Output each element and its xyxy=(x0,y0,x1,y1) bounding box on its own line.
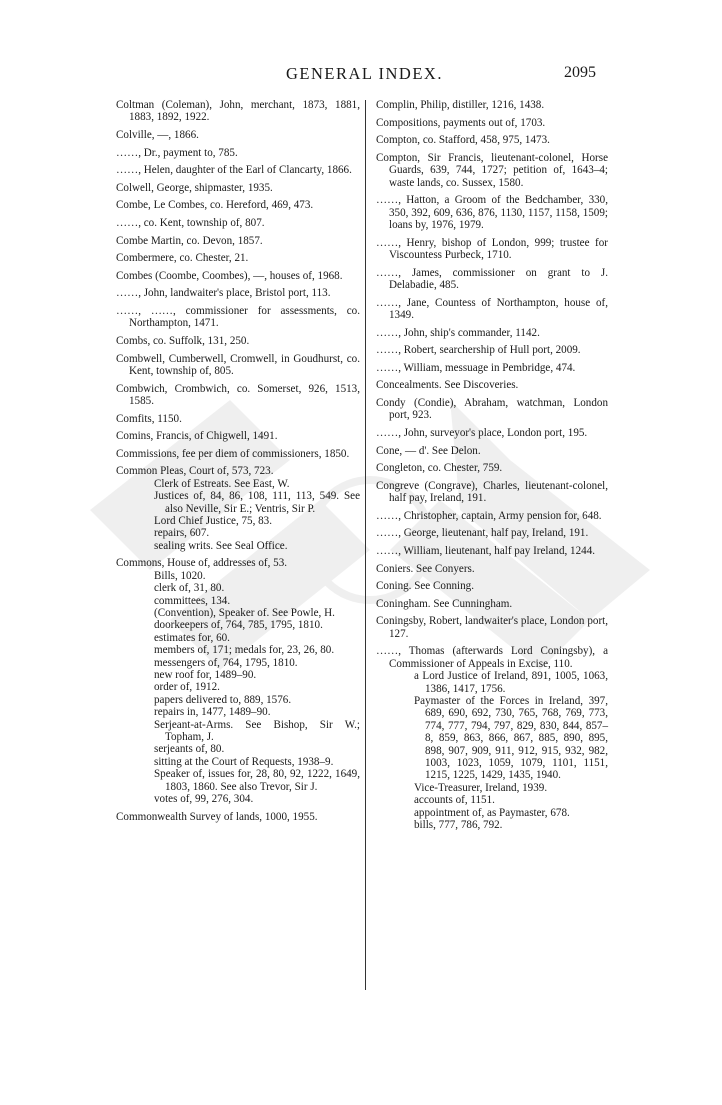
page-number: 2095 xyxy=(564,64,596,81)
index-subentry: Justices of, 84, 86, 108, 111, 113, 549. See also Neville, Sir E.; Ventris, Sir P. xyxy=(154,490,360,515)
index-entry xyxy=(116,270,360,282)
column-divider xyxy=(365,100,366,990)
index-entry-heading: ……, Christopher, captain, Army pension for, 648. xyxy=(376,509,602,522)
index-entry-heading: Combs, co. Suffolk, 131, 250. xyxy=(116,334,250,347)
index-entry-heading: ……, John, landwaiter's place, Bristol port, 113. xyxy=(116,287,331,300)
index-entry xyxy=(116,305,360,330)
index-entry xyxy=(376,598,608,610)
index-entry xyxy=(376,445,608,457)
index-subentry: votes of, 99, 276, 304. xyxy=(154,793,254,806)
index-column-right xyxy=(376,99,608,837)
index-entry-heading: Concealments. See Discoveries. xyxy=(376,379,519,392)
index-entry-heading: ……, Helen, daughter of the Earl of Clancarty, 1866. xyxy=(116,164,352,177)
index-entry xyxy=(376,645,608,831)
index-subentry: (Convention), Speaker of. See Powle, H. xyxy=(154,606,335,619)
index-entry xyxy=(116,235,360,247)
index-subentry: Vice-Treasurer, Ireland, 1939. xyxy=(414,781,548,794)
index-entry-heading: Complin, Philip, distiller, 1216, 1438. xyxy=(376,99,545,111)
index-subentry: Clerk of Estreats. See East, W. xyxy=(154,477,290,490)
index-entry-heading: Congreve (Congrave), Charles, lieutenant-colonel, half pay, Ireland, 191. xyxy=(376,479,608,505)
index-entry-heading: ……, ……, commissioner for assessments, co. Northampton, 1471. xyxy=(116,304,360,330)
index-entry xyxy=(376,427,608,439)
index-entry-heading: Combes (Coombe, Coombes), —, houses of, 1968. xyxy=(116,269,343,282)
index-entry-heading: Compton, co. Stafford, 458, 975, 1473. xyxy=(376,134,550,147)
index-subentry: serjeants of, 80. xyxy=(154,743,225,756)
index-entry-heading: ……, John, ship's commander, 1142. xyxy=(376,326,540,339)
index-entry xyxy=(376,397,608,422)
index-subentry: a Lord Justice of Ireland, 891, 1005, 1063, 1386, 1417, 1756. xyxy=(414,670,608,695)
index-entry xyxy=(116,811,360,823)
index-subentry: clerk of, 31, 80. xyxy=(154,582,225,595)
index-entry xyxy=(376,563,608,575)
page-title: GENERAL INDEX. xyxy=(286,64,443,83)
page-header xyxy=(116,64,596,88)
index-entry xyxy=(376,615,608,640)
index-entry-heading: ……, William, messuage in Pembridge, 474. xyxy=(376,361,576,374)
index-entry-heading: ……, co. Kent, township of, 807. xyxy=(116,216,265,229)
index-entry-heading: Coningham. See Cunningham. xyxy=(376,597,513,610)
index-entry-heading: Compositions, payments out of, 1703. xyxy=(376,116,546,129)
index-entry xyxy=(116,252,360,264)
index-entry xyxy=(376,362,608,374)
index-entry-heading: Combe, Le Combes, co. Hereford, 469, 473. xyxy=(116,199,314,212)
index-entry xyxy=(116,448,360,460)
index-entry xyxy=(376,327,608,339)
index-entry xyxy=(376,297,608,322)
index-entry xyxy=(116,430,360,442)
index-entry-heading: Congleton, co. Chester, 759. xyxy=(376,462,503,475)
index-entry-heading: Comins, Francis, of Chigwell, 1491. xyxy=(116,430,278,443)
index-subentry: order of, 1912. xyxy=(154,681,220,694)
index-entry xyxy=(376,580,608,592)
index-entry-heading: Coning. See Conning. xyxy=(376,580,474,593)
index-subentry: accounts of, 1151. xyxy=(414,794,495,807)
index-entry-heading: ……, Hatton, a Groom of the Bedchamber, 330, 350, 392, 609, 636, 876, 1130, 1157, 1158, 1509; loans by, 1976, 1979. xyxy=(376,194,608,231)
index-entry xyxy=(116,383,360,408)
index-subentry: Serjeant-at-Arms. See Bishop, Sir W.; Topham, J. xyxy=(154,718,360,744)
index-entry xyxy=(116,129,360,141)
index-entry-heading: Comfits, 1150. xyxy=(116,412,182,425)
index-subentry: repairs in, 1477, 1489–90. xyxy=(154,706,271,719)
index-subentry: bills, 777, 786, 792. xyxy=(414,819,503,831)
index-subentry: repairs, 607. xyxy=(154,527,210,540)
index-entry-heading: ……, John, surveyor's place, London port, 195. xyxy=(376,426,588,439)
index-entry-heading: Combermere, co. Chester, 21. xyxy=(116,252,249,265)
index-entry xyxy=(376,462,608,474)
index-entry-heading: Combwell, Cumberwell, Cromwell, in Goudhurst, co. Kent, township of, 805. xyxy=(116,352,360,377)
index-column-left xyxy=(116,99,360,828)
index-entry xyxy=(116,99,360,124)
index-subentry: committees, 134. xyxy=(154,594,231,607)
index-entry-heading: ……, Thomas (afterwards Lord Coningsby), a Commissioner of Appeals in Excise, 110. xyxy=(376,645,608,670)
index-entry-heading: Colwell, George, shipmaster, 1935. xyxy=(116,181,273,194)
index-subentry: papers delivered to, 889, 1576. xyxy=(154,693,292,706)
index-entry xyxy=(376,267,608,292)
index-entry xyxy=(116,335,360,347)
index-entry xyxy=(376,117,608,129)
index-subentry: Bills, 1020. xyxy=(154,569,206,582)
index-entry-heading: Combe Martin, co. Devon, 1857. xyxy=(116,234,263,247)
index-entry xyxy=(376,379,608,391)
index-entry-heading: Cone, — d'. See Delon. xyxy=(376,444,481,457)
index-entry xyxy=(116,465,360,552)
index-subentry: new roof for, 1489–90. xyxy=(154,669,257,681)
index-entry xyxy=(376,344,608,356)
index-entry-heading: Coltman (Coleman), John, merchant, 1873, 1881, 1883, 1892, 1922. xyxy=(116,99,360,124)
index-subentry: estimates for, 60. xyxy=(154,631,230,644)
index-entry xyxy=(376,545,608,557)
index-entry-heading: Compton, Sir Francis, lieutenant-colonel, Horse Guards, 639, 744, 1727; petition of, 1643–4; waste lands, co. Sussex, 1580. xyxy=(376,151,608,189)
index-entry xyxy=(116,182,360,194)
index-entry-heading: Commonwealth Survey of lands, 1000, 1955. xyxy=(116,810,318,823)
index-entry xyxy=(116,287,360,299)
index-entry-heading: Common Pleas, Court of, 573, 723. xyxy=(116,465,274,478)
index-subentry: messengers of, 764, 1795, 1810. xyxy=(154,656,298,669)
index-entry-heading: Commissions, fee per diem of commissioners, 1850. xyxy=(116,447,350,460)
index-entry xyxy=(116,217,360,229)
index-entry xyxy=(376,99,608,111)
index-subentry: members of, 171; medals for, 23, 26, 80. xyxy=(154,644,335,657)
index-entry xyxy=(376,237,608,262)
index-entry xyxy=(116,164,360,176)
index-entry-heading: ……, George, lieutenant, half pay, Ireland, 191. xyxy=(376,527,589,540)
index-entry-heading: Colville, —, 1866. xyxy=(116,129,199,141)
index-entry-heading: ……, James, commissioner on grant to J. Delabadie, 485. xyxy=(376,266,608,291)
index-entry xyxy=(116,147,360,159)
index-entry-heading: ……, Dr., payment to, 785. xyxy=(116,146,238,159)
index-entry-heading: Condy (Condie), Abraham, watchman, London port, 923. xyxy=(376,396,608,422)
index-subentry: doorkeepers of, 764, 785, 1795, 1810. xyxy=(154,619,323,632)
index-entry xyxy=(376,510,608,522)
index-entry-heading: ……, William, lieutenant, half pay Ireland, 1244. xyxy=(376,544,596,557)
index-subentry: appointment of, as Paymaster, 678. xyxy=(414,806,570,819)
index-entry xyxy=(116,199,360,211)
index-entry xyxy=(376,134,608,146)
index-subentry: Paymaster of the Forces in Ireland, 397, 689, 690, 692, 730, 765, 768, 769, 773, 774, 777, 794, 797, 829, 830, 844, 857–8, 859, 863, 866, 867, 885, 890, 895, 898, 907, 909, 911, 912, 915, 932, 982, 1003, 1023, 1059, 1079, 1101, 1151, 1215, 1225, 1429, 1435, 1940. xyxy=(414,694,608,782)
index-subentry: sealing writs. See Seal Office. xyxy=(154,539,288,552)
index-subentry: sitting at the Court of Requests, 1938–9. xyxy=(154,755,334,768)
index-entry-heading: ……, Robert, searchership of Hull port, 2009. xyxy=(376,344,581,357)
index-entry xyxy=(376,152,608,189)
index-subentry: Lord Chief Justice, 75, 83. xyxy=(154,514,273,527)
index-entry xyxy=(376,527,608,539)
index-entry-heading: ……, Henry, bishop of London, 999; trustee for Viscountess Purbeck, 1710. xyxy=(376,236,608,261)
index-entry-heading: Combwich, Crombwich, co. Somerset, 926, 1513, 1585. xyxy=(116,382,360,407)
index-entry-heading: Coningsby, Robert, landwaiter's place, London port, 127. xyxy=(376,615,608,640)
index-entry-heading: Commons, House of, addresses of, 53. xyxy=(116,557,288,570)
index-entry-heading: ……, Jane, Countess of Northampton, house of, 1349. xyxy=(376,296,608,321)
index-subentry: Speaker of, issues for, 28, 80, 92, 1222, 1649, 1803, 1860. See also Trevor, Sir J. xyxy=(154,768,360,793)
index-entry xyxy=(116,557,360,805)
index-entry xyxy=(116,353,360,378)
index-entry xyxy=(376,194,608,231)
index-entry xyxy=(116,413,360,425)
index-entry xyxy=(376,480,608,505)
index-entry-heading: Coniers. See Conyers. xyxy=(376,562,475,575)
